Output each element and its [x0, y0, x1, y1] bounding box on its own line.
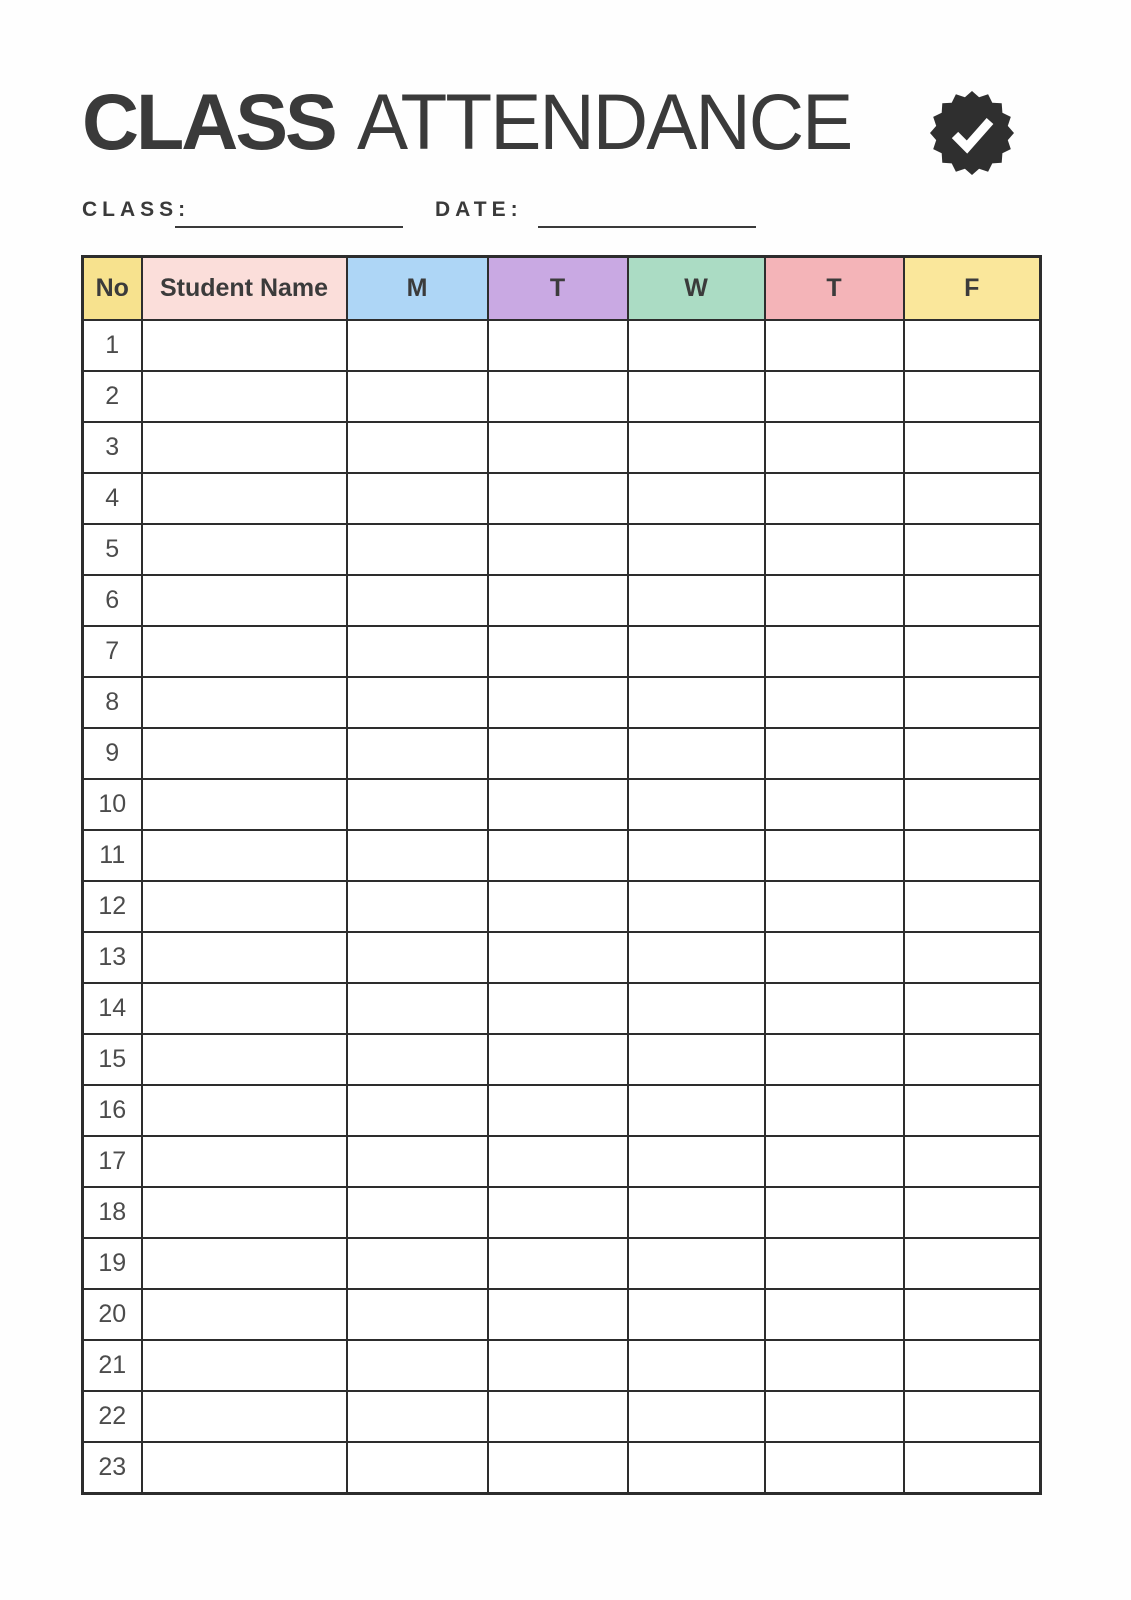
student_name-cell[interactable] [142, 626, 347, 677]
column-header-fri: F [904, 257, 1041, 321]
row-number: 9 [83, 728, 142, 779]
wed-cell[interactable] [628, 1034, 765, 1085]
fri-cell[interactable] [904, 932, 1041, 983]
fri-cell[interactable] [904, 881, 1041, 932]
fri-cell[interactable] [904, 1085, 1041, 1136]
tue-cell[interactable] [488, 830, 628, 881]
student_name-cell[interactable] [142, 1187, 347, 1238]
tue-cell[interactable] [488, 371, 628, 422]
row-number: 11 [83, 830, 142, 881]
student_name-cell[interactable] [142, 983, 347, 1034]
thu-cell[interactable] [765, 626, 904, 677]
fri-cell[interactable] [904, 320, 1041, 371]
wed-cell[interactable] [628, 626, 765, 677]
fri-cell[interactable] [904, 1034, 1041, 1085]
mon-cell[interactable] [347, 371, 488, 422]
mon-cell[interactable] [347, 1187, 488, 1238]
table-row [83, 830, 1041, 881]
wed-cell[interactable] [628, 1238, 765, 1289]
mon-cell[interactable] [347, 422, 488, 473]
thu-cell[interactable] [765, 1034, 904, 1085]
student_name-cell[interactable] [142, 932, 347, 983]
tue-cell[interactable] [488, 1340, 628, 1391]
fri-cell[interactable] [904, 473, 1041, 524]
fri-cell[interactable] [904, 626, 1041, 677]
column-header-thu: T [765, 257, 904, 321]
mon-cell[interactable] [347, 473, 488, 524]
student_name-cell[interactable] [142, 422, 347, 473]
wed-cell[interactable] [628, 830, 765, 881]
student_name-cell[interactable] [142, 320, 347, 371]
mon-cell[interactable] [347, 1136, 488, 1187]
tue-cell[interactable] [488, 983, 628, 1034]
tue-cell[interactable] [488, 473, 628, 524]
thu-cell[interactable] [765, 371, 904, 422]
thu-cell[interactable] [765, 1085, 904, 1136]
fri-cell[interactable] [904, 1442, 1041, 1494]
student_name-cell[interactable] [142, 779, 347, 830]
mon-cell[interactable] [347, 881, 488, 932]
fri-cell[interactable] [904, 983, 1041, 1034]
wed-cell[interactable] [628, 422, 765, 473]
tue-cell[interactable] [488, 1187, 628, 1238]
date-input-line[interactable] [538, 206, 756, 228]
row-number: 10 [83, 779, 142, 830]
row-number: 16 [83, 1085, 142, 1136]
row-number: 20 [83, 1289, 142, 1340]
column-header-student_name: Student Name [142, 257, 347, 321]
row-number: 15 [83, 1034, 142, 1085]
thu-cell[interactable] [765, 473, 904, 524]
thu-cell[interactable] [765, 320, 904, 371]
table-row [83, 1136, 1041, 1187]
check-seal-icon [929, 90, 1015, 176]
table-row [83, 473, 1041, 524]
student_name-cell[interactable] [142, 1340, 347, 1391]
tue-cell[interactable] [488, 1085, 628, 1136]
thu-cell[interactable] [765, 1442, 904, 1494]
thu-cell[interactable] [765, 779, 904, 830]
date-label: DATE: [435, 198, 523, 221]
title-attendance-word: ATTENDANCE [356, 77, 852, 166]
table-row [83, 881, 1041, 932]
row-number: 22 [83, 1391, 142, 1442]
wed-cell[interactable] [628, 983, 765, 1034]
thu-cell[interactable] [765, 983, 904, 1034]
page-title [82, 77, 866, 166]
row-number: 23 [83, 1442, 142, 1494]
column-header-tue: T [488, 257, 628, 321]
fri-cell[interactable] [904, 524, 1041, 575]
mon-cell[interactable] [347, 728, 488, 779]
table-row [83, 371, 1041, 422]
mon-cell[interactable] [347, 779, 488, 830]
table-row [83, 677, 1041, 728]
wed-cell[interactable] [628, 881, 765, 932]
fri-cell[interactable] [904, 1136, 1041, 1187]
row-number: 4 [83, 473, 142, 524]
fri-cell[interactable] [904, 1187, 1041, 1238]
fri-cell[interactable] [904, 575, 1041, 626]
fri-cell[interactable] [904, 1238, 1041, 1289]
tue-cell[interactable] [488, 881, 628, 932]
tue-cell[interactable] [488, 1238, 628, 1289]
row-number: 5 [83, 524, 142, 575]
table-row [83, 932, 1041, 983]
student_name-cell[interactable] [142, 1238, 347, 1289]
thu-cell[interactable] [765, 1238, 904, 1289]
fri-cell[interactable] [904, 1289, 1041, 1340]
student_name-cell[interactable] [142, 524, 347, 575]
thu-cell[interactable] [765, 830, 904, 881]
table-row [83, 1085, 1041, 1136]
mon-cell[interactable] [347, 677, 488, 728]
wed-cell[interactable] [628, 1340, 765, 1391]
class-label: CLASS: [82, 198, 191, 221]
wed-cell[interactable] [628, 371, 765, 422]
column-header-wed: W [628, 257, 765, 321]
row-number: 19 [83, 1238, 142, 1289]
fri-cell[interactable] [904, 728, 1041, 779]
student_name-cell[interactable] [142, 575, 347, 626]
mon-cell[interactable] [347, 830, 488, 881]
table-row [83, 1340, 1041, 1391]
mon-cell[interactable] [347, 1289, 488, 1340]
wed-cell[interactable] [628, 1187, 765, 1238]
thu-cell[interactable] [765, 932, 904, 983]
wed-cell[interactable] [628, 575, 765, 626]
wed-cell[interactable] [628, 1442, 765, 1494]
student_name-cell[interactable] [142, 371, 347, 422]
attendance-table [81, 255, 1042, 1495]
wed-cell[interactable] [628, 473, 765, 524]
wed-cell[interactable] [628, 779, 765, 830]
table-row [83, 1034, 1041, 1085]
student_name-cell[interactable] [142, 1085, 347, 1136]
mon-cell[interactable] [347, 1340, 488, 1391]
mon-cell[interactable] [347, 1085, 488, 1136]
tue-cell[interactable] [488, 779, 628, 830]
row-number: 13 [83, 932, 142, 983]
table-row [83, 728, 1041, 779]
class-input-line[interactable] [175, 206, 403, 228]
fri-cell[interactable] [904, 830, 1041, 881]
table-row [83, 779, 1041, 830]
tue-cell[interactable] [488, 728, 628, 779]
tue-cell[interactable] [488, 575, 628, 626]
wed-cell[interactable] [628, 1289, 765, 1340]
tue-cell[interactable] [488, 1034, 628, 1085]
row-number: 3 [83, 422, 142, 473]
fri-cell[interactable] [904, 422, 1041, 473]
mon-cell[interactable] [347, 524, 488, 575]
thu-cell[interactable] [765, 1391, 904, 1442]
table-row [83, 1289, 1041, 1340]
table-row [83, 575, 1041, 626]
wed-cell[interactable] [628, 1136, 765, 1187]
student_name-cell[interactable] [142, 830, 347, 881]
mon-cell[interactable] [347, 626, 488, 677]
tue-cell[interactable] [488, 677, 628, 728]
wed-cell[interactable] [628, 1085, 765, 1136]
table-row [83, 422, 1041, 473]
table-row [83, 1442, 1041, 1494]
row-number: 12 [83, 881, 142, 932]
thu-cell[interactable] [765, 524, 904, 575]
student_name-cell[interactable] [142, 1391, 347, 1442]
student_name-cell[interactable] [142, 1289, 347, 1340]
tue-cell[interactable] [488, 320, 628, 371]
table-row [83, 1187, 1041, 1238]
fri-cell[interactable] [904, 1391, 1041, 1442]
row-number: 7 [83, 626, 142, 677]
wed-cell[interactable] [628, 1391, 765, 1442]
tue-cell[interactable] [488, 626, 628, 677]
table-row [83, 1238, 1041, 1289]
wed-cell[interactable] [628, 728, 765, 779]
table-body [83, 320, 1041, 1494]
table-row [83, 983, 1041, 1034]
row-number: 18 [83, 1187, 142, 1238]
fri-cell[interactable] [904, 779, 1041, 830]
student_name-cell[interactable] [142, 728, 347, 779]
student_name-cell[interactable] [142, 677, 347, 728]
tue-cell[interactable] [488, 932, 628, 983]
thu-cell[interactable] [765, 1187, 904, 1238]
student_name-cell[interactable] [142, 473, 347, 524]
mon-cell[interactable] [347, 320, 488, 371]
mon-cell[interactable] [347, 1391, 488, 1442]
table-row [83, 524, 1041, 575]
table-row [83, 320, 1041, 371]
tue-cell[interactable] [488, 1136, 628, 1187]
mon-cell[interactable] [347, 575, 488, 626]
thu-cell[interactable] [765, 728, 904, 779]
fri-cell[interactable] [904, 1340, 1041, 1391]
tue-cell[interactable] [488, 1391, 628, 1442]
tue-cell[interactable] [488, 1289, 628, 1340]
wed-cell[interactable] [628, 320, 765, 371]
mon-cell[interactable] [347, 983, 488, 1034]
thu-cell[interactable] [765, 575, 904, 626]
thu-cell[interactable] [765, 1136, 904, 1187]
student_name-cell[interactable] [142, 1136, 347, 1187]
mon-cell[interactable] [347, 1442, 488, 1494]
fri-cell[interactable] [904, 371, 1041, 422]
mon-cell[interactable] [347, 932, 488, 983]
row-number: 1 [83, 320, 142, 371]
row-number: 21 [83, 1340, 142, 1391]
column-header-no: No [83, 257, 142, 321]
table-row [83, 1391, 1041, 1442]
row-number: 8 [83, 677, 142, 728]
mon-cell[interactable] [347, 1034, 488, 1085]
tue-cell[interactable] [488, 524, 628, 575]
seal-shape [930, 91, 1014, 175]
student_name-cell[interactable] [142, 1442, 347, 1494]
fri-cell[interactable] [904, 677, 1041, 728]
mon-cell[interactable] [347, 1238, 488, 1289]
wed-cell[interactable] [628, 524, 765, 575]
thu-cell[interactable] [765, 422, 904, 473]
row-number: 2 [83, 371, 142, 422]
row-number: 6 [83, 575, 142, 626]
table-row [83, 626, 1041, 677]
wed-cell[interactable] [628, 932, 765, 983]
table-header-row [83, 257, 1041, 321]
row-number: 14 [83, 983, 142, 1034]
wed-cell[interactable] [628, 677, 765, 728]
thu-cell[interactable] [765, 881, 904, 932]
student_name-cell[interactable] [142, 881, 347, 932]
title-class-word: CLASS [82, 77, 335, 166]
tue-cell[interactable] [488, 422, 628, 473]
thu-cell[interactable] [765, 677, 904, 728]
tue-cell[interactable] [488, 1442, 628, 1494]
attendance-table-container [81, 255, 1042, 1495]
row-number: 17 [83, 1136, 142, 1187]
student_name-cell[interactable] [142, 1034, 347, 1085]
thu-cell[interactable] [765, 1340, 904, 1391]
thu-cell[interactable] [765, 1289, 904, 1340]
column-header-mon: M [347, 257, 488, 321]
